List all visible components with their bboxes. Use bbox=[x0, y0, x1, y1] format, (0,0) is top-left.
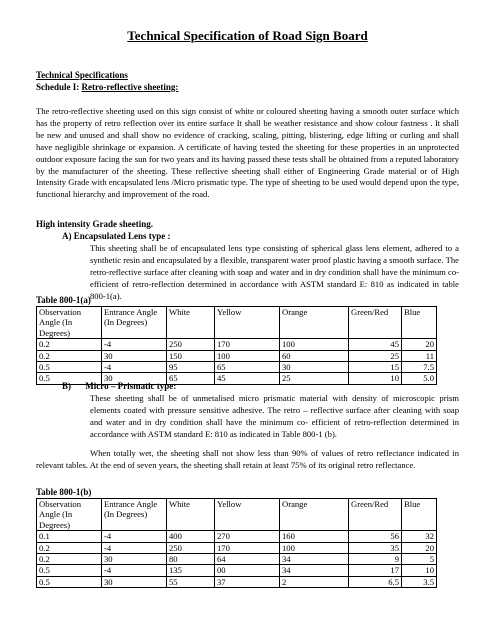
table-row bbox=[37, 554, 437, 565]
encapsulated-lens-paragraph: This sheeting shall be of encapsulated lens type consisting of spherical glass lens element, adhered to a synthetic resin and encapsulated by a flexible, transparent water proof plastic having a smooth surface. The retro-reflective surface after cleaning with soap and water and in dry condition shall have the minimum co-efficient of retro-reflection determined in accordance with ASTM standard E: 810 as indicated in table 800-1(a). bbox=[90, 243, 459, 301]
micro-prismatic-label: B) bbox=[62, 381, 71, 391]
table-cell: -4 bbox=[102, 565, 167, 576]
table-cell: 65 bbox=[167, 373, 215, 384]
micro-prismatic-paragraph: These sheeting shall be of unmetalised micro prismatic material with density of microscopic prism elements coated with pressure sensitive adhesive. The retro – reflective surface after cleaning with soap and water and in dry condition shall have the minimum co- efficient of retro-reflection determined in accordance with ASTM standard E: 810 as indicated in Table 800-1 (b). bbox=[90, 393, 459, 439]
table-cell: 35 bbox=[349, 542, 402, 553]
table-800-1b bbox=[36, 498, 437, 588]
high-intensity-heading: High intensity Grade sheeting. bbox=[36, 219, 154, 229]
table-cell: 25 bbox=[349, 350, 402, 361]
encapsulated-lens-heading: A) Encapsulated Lens type : bbox=[62, 231, 171, 241]
table-cell: 0.5 bbox=[37, 373, 102, 384]
table-800-1a bbox=[36, 306, 437, 385]
table-cell: 0.2 bbox=[37, 350, 102, 361]
table-cell: -4 bbox=[102, 542, 167, 553]
table-cell: 250 bbox=[167, 339, 215, 350]
table-cell: 95 bbox=[167, 362, 215, 373]
table-cell: 100 bbox=[280, 542, 349, 553]
table-cell: 0.5 bbox=[37, 565, 102, 576]
table-row bbox=[37, 576, 437, 587]
table-header-cell: Orange bbox=[280, 499, 349, 531]
table-row bbox=[37, 362, 437, 373]
table-header-cell: Yellow bbox=[215, 499, 280, 531]
table-cell: 64 bbox=[215, 554, 280, 565]
intro-paragraph: The retro-reflective sheeting used on this sign consist of white or coloured sheeting having a smooth outer surface which has the property of retro reflection over its entire surface It shall be weather resistance and show colour fastness . It shall be new and unused and shall show no evidence of cracking, scaling, pitting, blistering, edge lifting or curling and shall have negligible shrinkage or expansion. A certificate of having tested the sheeting for these properties in an unprotected outdoor exposure facing the sun for two years and its having passed these tests shall be obtained from a reputed laboratory by the manufacturer of the sheeting. These reflective sheeting shall either of Engineering Grade material or of High Intensity Grade with encapsulated lens /Micro prismatic type. The type of sheeting to be used would depend upon the type, functional hierarchy and improvement of the road. bbox=[36, 106, 459, 200]
table-cell: 60 bbox=[280, 350, 349, 361]
table-cell: 0.1 bbox=[37, 531, 102, 542]
table-cell: 80 bbox=[167, 554, 215, 565]
table-cell: 170 bbox=[215, 542, 280, 553]
table-cell: 20 bbox=[402, 542, 437, 553]
wet-paragraph-text: When totally wet, the sheeting shall not show less than 90% of values of retro reflectance indicated in relevant tables. At the end of seven years, the sheeting shall retain at least 75% of its original retro reflectance. bbox=[36, 448, 459, 470]
table-cell: 2 bbox=[280, 576, 349, 587]
table-cell: 7.5 bbox=[402, 362, 437, 373]
table-cell: 25 bbox=[280, 373, 349, 384]
table-cell: 10 bbox=[402, 565, 437, 576]
table-header-cell: Blue bbox=[402, 307, 437, 339]
table-cell: 3.5 bbox=[402, 576, 437, 587]
document-title: Technical Specification of Road Sign Board bbox=[127, 28, 368, 43]
table-cell: 0.2 bbox=[37, 554, 102, 565]
schedule-title: Retro-reflective sheeting: bbox=[81, 82, 179, 92]
table-cell: 135 bbox=[167, 565, 215, 576]
table-header-cell: Entrance Angle (In Degrees) bbox=[102, 499, 167, 531]
table-cell: 55 bbox=[167, 576, 215, 587]
table-row bbox=[37, 565, 437, 576]
table-cell: 400 bbox=[167, 531, 215, 542]
table-cell: 11 bbox=[402, 350, 437, 361]
micro-prismatic-heading bbox=[62, 381, 176, 391]
table-cell: 00 bbox=[215, 565, 280, 576]
table-row bbox=[37, 531, 437, 542]
table-cell: 30 bbox=[102, 350, 167, 361]
table-cell: 0.5 bbox=[37, 576, 102, 587]
table-cell: 32 bbox=[402, 531, 437, 542]
table-cell: 100 bbox=[215, 350, 280, 361]
table-header-row bbox=[37, 499, 437, 531]
table-b-caption: Table 800-1(b) bbox=[36, 487, 92, 497]
table-cell: 45 bbox=[349, 339, 402, 350]
table-cell: 270 bbox=[215, 531, 280, 542]
table-cell: 0.2 bbox=[37, 339, 102, 350]
table-header-cell: Green/Red bbox=[349, 307, 402, 339]
table-cell: 65 bbox=[215, 362, 280, 373]
table-cell: -4 bbox=[102, 339, 167, 350]
table-row bbox=[37, 542, 437, 553]
table-cell: 30 bbox=[102, 576, 167, 587]
table-cell: 100 bbox=[280, 339, 349, 350]
table-cell: 30 bbox=[280, 362, 349, 373]
table-a-caption: Table 800-1(a) bbox=[36, 295, 91, 305]
table-header-cell: Blue bbox=[402, 499, 437, 531]
table-cell: 37 bbox=[215, 576, 280, 587]
table-cell: 150 bbox=[167, 350, 215, 361]
table-header-cell: White bbox=[167, 499, 215, 531]
table-header-cell: Observation Angle (In Degrees) bbox=[37, 307, 102, 339]
table-cell: 160 bbox=[280, 531, 349, 542]
table-header-cell: Yellow bbox=[215, 307, 280, 339]
section-heading: Technical Specifications bbox=[36, 70, 128, 80]
table-cell: 0.2 bbox=[37, 542, 102, 553]
table-cell: 34 bbox=[280, 565, 349, 576]
table-cell: 10 bbox=[349, 373, 402, 384]
table-cell: 5.0 bbox=[402, 373, 437, 384]
table-header-cell: Entrance Angle (In Degrees) bbox=[102, 307, 167, 339]
table-cell: 15 bbox=[349, 362, 402, 373]
table-cell: 6.5 bbox=[349, 576, 402, 587]
table-cell: -4 bbox=[102, 362, 167, 373]
table-row bbox=[37, 350, 437, 361]
table-cell: 17 bbox=[349, 565, 402, 576]
table-header-cell: Observation Angle (In Degrees) bbox=[37, 499, 102, 531]
schedule-heading bbox=[36, 82, 178, 92]
table-cell: 30 bbox=[102, 373, 167, 384]
table-cell: 0.5 bbox=[37, 362, 102, 373]
table-header-row bbox=[37, 307, 437, 339]
table-header-cell: Green/Red bbox=[349, 499, 402, 531]
table-cell: 170 bbox=[215, 339, 280, 350]
micro-prismatic-title: Micro – Prismatic type: bbox=[85, 381, 177, 391]
table-cell: -4 bbox=[102, 531, 167, 542]
wet-paragraph bbox=[36, 448, 459, 472]
table-cell: 45 bbox=[215, 373, 280, 384]
schedule-label: Schedule I: bbox=[36, 82, 80, 92]
table-header-cell: Orange bbox=[280, 307, 349, 339]
table-cell: 250 bbox=[167, 542, 215, 553]
table-cell: 9 bbox=[349, 554, 402, 565]
table-header-cell: White bbox=[167, 307, 215, 339]
table-cell: 20 bbox=[402, 339, 437, 350]
table-cell: 56 bbox=[349, 531, 402, 542]
table-row bbox=[37, 339, 437, 350]
table-cell: 34 bbox=[280, 554, 349, 565]
table-cell: 30 bbox=[102, 554, 167, 565]
table-cell: 5 bbox=[402, 554, 437, 565]
